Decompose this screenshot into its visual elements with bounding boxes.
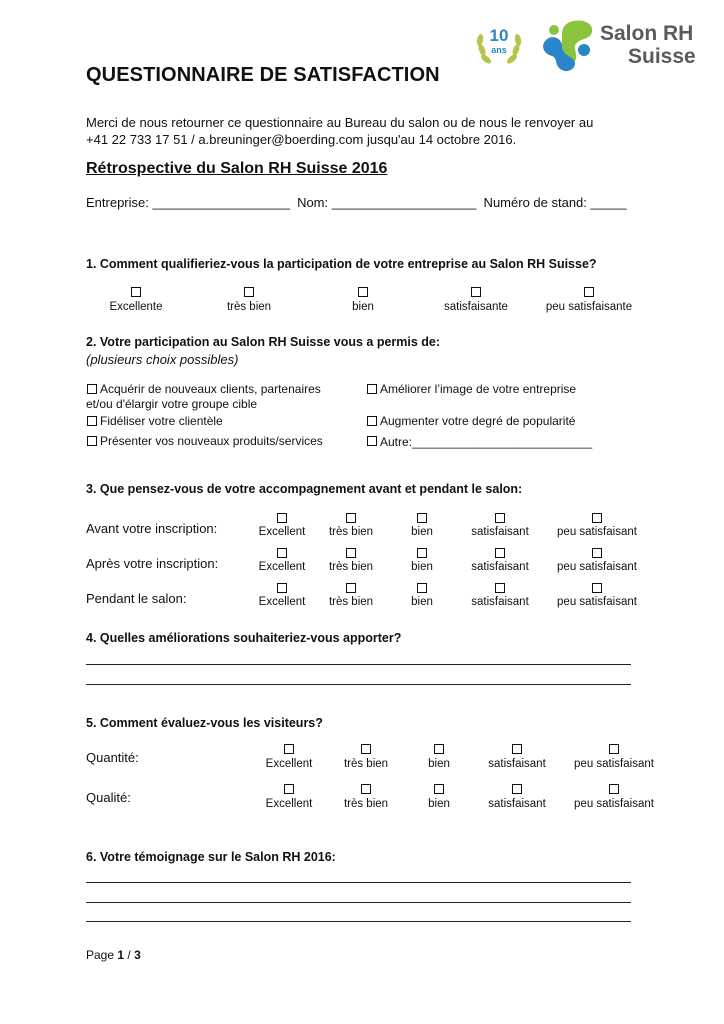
intro-text — [86, 114, 646, 148]
q5-option-checkbox[interactable] — [434, 784, 444, 794]
q3-option-label: très bien — [328, 561, 374, 573]
q5-option-label: peu satisfaisant — [574, 758, 654, 770]
intro-line2: +41 22 733 17 51 / a.breuninger@boerding.com jusqu'au 14 octobre 2016. — [86, 132, 517, 147]
brand-line1: Salon RH — [600, 22, 694, 45]
q5-option-checkbox[interactable] — [512, 784, 522, 794]
q1-option-checkbox[interactable] — [471, 287, 481, 297]
q5-option-label: peu satisfaisant — [574, 798, 654, 810]
q4-question: 4. Quelles améliorations souhaiteriez-vous apporter? — [86, 631, 402, 645]
q6-answer-line[interactable] — [86, 882, 631, 883]
q3-row-label: Pendant le salon: — [86, 591, 187, 606]
section-title: Rétrospective du Salon RH Suisse 2016 — [86, 160, 388, 177]
q5-option-checkbox[interactable] — [284, 744, 294, 754]
q5-option-label: très bien — [343, 798, 389, 810]
q5-option-label: très bien — [343, 758, 389, 770]
q3-option-checkbox[interactable] — [346, 583, 356, 593]
badge-word: ans — [491, 45, 507, 55]
q5-option-label: satisfaisant — [488, 798, 546, 810]
q3-option-checkbox[interactable] — [346, 548, 356, 558]
q5-option-label: Excellent — [265, 758, 313, 770]
q1-option-checkbox[interactable] — [358, 287, 368, 297]
q3-option-label: satisfaisant — [471, 561, 529, 573]
anniversary-badge — [474, 20, 524, 70]
q2-checkbox-popularity[interactable] — [367, 416, 377, 426]
q3-option-label: Excellent — [258, 561, 306, 573]
q3-option-checkbox[interactable] — [592, 583, 602, 593]
q2-option-image: Améliorer l’image de votre entreprise — [380, 382, 577, 396]
q3-option-label: bien — [411, 596, 433, 608]
q3-option-label: peu satisfaisant — [557, 561, 637, 573]
q2-checkbox-image[interactable] — [367, 384, 377, 394]
q5-row-label: Qualité: — [86, 790, 131, 805]
q5-option-checkbox[interactable] — [609, 784, 619, 794]
q3-option-checkbox[interactable] — [277, 548, 287, 558]
page-current: 1 — [117, 948, 125, 962]
q5-question: 5. Comment évaluez-vous les visiteurs? — [86, 716, 323, 730]
q3-option-label: très bien — [328, 526, 374, 538]
q1-option-checkbox[interactable] — [584, 287, 594, 297]
q5-option-checkbox[interactable] — [361, 744, 371, 754]
q3-option-checkbox[interactable] — [277, 583, 287, 593]
q3-option-checkbox[interactable] — [495, 583, 505, 593]
q3-option-label: bien — [411, 561, 433, 573]
q3-option-label: Excellent — [258, 526, 306, 538]
q3-option-label: Excellent — [258, 596, 306, 608]
brand-logo — [540, 18, 700, 74]
q2-checkbox-products[interactable] — [87, 436, 97, 446]
company-fields[interactable]: Entreprise: ___________________ Nom: ____________________ Numéro de stand: _____ — [86, 195, 627, 210]
q3-option-checkbox[interactable] — [495, 513, 505, 523]
q3-option-label: peu satisfaisant — [557, 526, 637, 538]
intro-line1: Merci de nous retourner ce questionnaire au Bureau du salon ou de nous le renvoyer au — [86, 115, 594, 130]
page-separator: / — [124, 948, 135, 962]
q3-option-checkbox[interactable] — [417, 583, 427, 593]
q6-answer-line[interactable] — [86, 921, 631, 922]
q5-option-label: bien — [428, 798, 450, 810]
q5-option-label: bien — [428, 758, 450, 770]
q3-option-checkbox[interactable] — [346, 513, 356, 523]
q1-option-label: satisfaisante — [444, 301, 508, 313]
q3-option-checkbox[interactable] — [592, 513, 602, 523]
q5-option-checkbox[interactable] — [512, 744, 522, 754]
q1-question: 1. Comment qualifieriez-vous la participation de votre entreprise au Salon RH Suisse? — [86, 257, 597, 271]
q3-option-label: très bien — [328, 596, 374, 608]
q3-option-label: satisfaisant — [471, 526, 529, 538]
q1-option-label: très bien — [226, 301, 272, 313]
q1-option-checkbox[interactable] — [244, 287, 254, 297]
q1-option-label: peu satisfaisante — [545, 301, 633, 313]
q1-option-label: bien — [352, 301, 374, 313]
page-total: 3 — [134, 948, 141, 962]
q2-question: 2. Votre participation au Salon RH Suisse vous a permis de: — [86, 335, 441, 349]
q3-row-label: Avant votre inscription: — [86, 521, 218, 536]
q4-answer-line[interactable] — [86, 684, 631, 685]
brand-mark-icon — [540, 18, 598, 74]
brand-line2: Suisse — [628, 45, 696, 68]
q6-question: 6. Votre témoignage sur le Salon RH 2016: — [86, 850, 336, 864]
q3-option-label: bien — [411, 526, 433, 538]
q3-option-checkbox[interactable] — [277, 513, 287, 523]
q5-option-label: satisfaisant — [488, 758, 546, 770]
q4-answer-line[interactable] — [86, 664, 631, 665]
q5-option-checkbox[interactable] — [284, 784, 294, 794]
q3-option-checkbox[interactable] — [417, 548, 427, 558]
q5-option-label: Excellent — [265, 798, 313, 810]
q2-option-new-clients-cont: et/ou d'élargir votre groupe cible — [86, 397, 258, 411]
q2-option-loyalty: Fidéliser votre clientèle — [100, 414, 223, 428]
page-number — [86, 948, 141, 962]
q3-question: 3. Que pensez-vous de votre accompagnement avant et pendant le salon: — [86, 482, 523, 496]
q2-option-new-clients: Acquérir de nouveaux clients, partenaires — [100, 382, 321, 396]
badge-number: 10 — [489, 26, 509, 45]
q3-option-label: peu satisfaisant — [557, 596, 637, 608]
q2-checkbox-new-clients[interactable] — [87, 384, 97, 394]
q5-option-checkbox[interactable] — [361, 784, 371, 794]
q6-answer-line[interactable] — [86, 902, 631, 903]
q3-option-checkbox[interactable] — [495, 548, 505, 558]
q2-option-products: Présenter vos nouveaux produits/services — [100, 434, 323, 448]
q5-row-label: Quantité: — [86, 750, 139, 765]
q2-option-other[interactable]: Autre:___________________________ — [380, 435, 593, 449]
q2-option-popularity: Augmenter votre degré de popularité — [380, 414, 576, 428]
q5-option-checkbox[interactable] — [434, 744, 444, 754]
q2-note: (plusieurs choix possibles) — [86, 352, 239, 367]
q5-option-checkbox[interactable] — [609, 744, 619, 754]
q3-option-label: satisfaisant — [471, 596, 529, 608]
q1-option-checkbox[interactable] — [131, 287, 141, 297]
page-title: QUESTIONNAIRE DE SATISFACTION — [86, 64, 440, 86]
q1-option-label: Excellente — [109, 301, 163, 313]
q2-checkbox-loyalty[interactable] — [87, 416, 97, 426]
q3-option-checkbox[interactable] — [417, 513, 427, 523]
page-prefix: Page — [86, 948, 118, 962]
q3-option-checkbox[interactable] — [592, 548, 602, 558]
q2-checkbox-other[interactable] — [367, 436, 377, 446]
q3-row-label: Après votre inscription: — [86, 556, 219, 571]
